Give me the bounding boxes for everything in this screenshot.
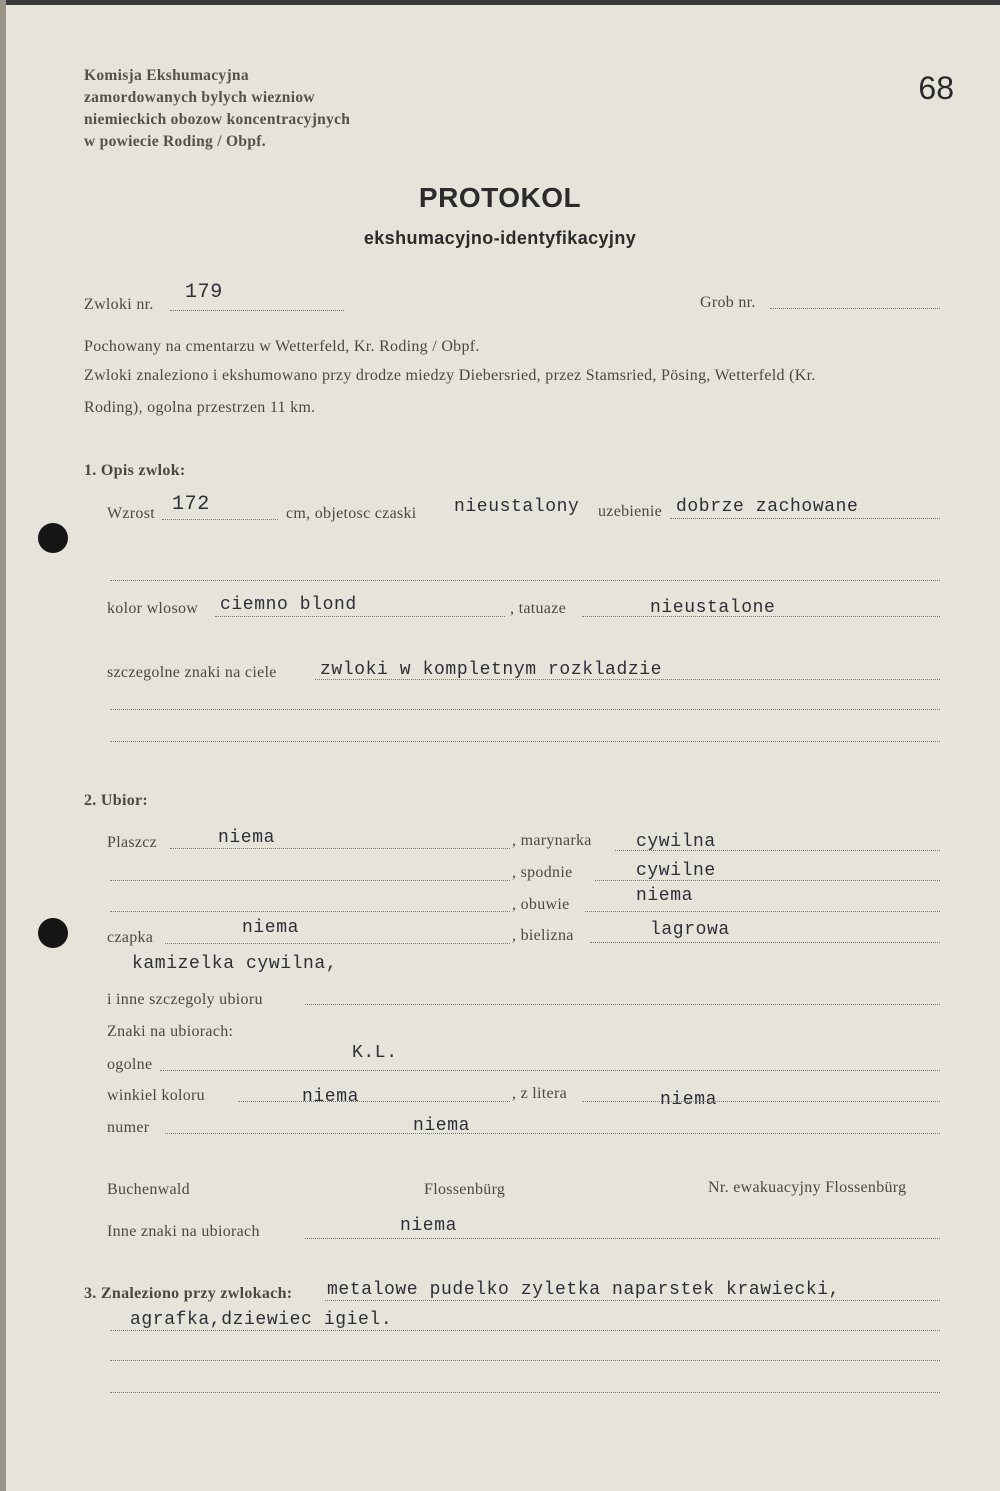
ewakuacyjny-label: Nr. ewakuacyjny Flossenbürg [708,1179,907,1196]
obuwie-dotted-line [585,911,940,912]
kolor-wlosow-label: kolor wlosow [107,600,199,617]
blank-dotted-line-7 [110,1392,940,1393]
numer-value: niema [413,1116,471,1136]
znaki-dotted-line [315,679,940,680]
tatuaze-value: nieustalone [650,598,776,618]
bielizna-dotted-line [590,942,940,943]
winkiel-value: niema [302,1087,360,1107]
znaki-na-ciele-label: szczegolne znaki na ciele [107,664,277,681]
inne-znaki-label: Inne znaki na ubiorach [107,1223,260,1240]
spodnie-dotted-line [595,880,940,881]
z-litera-label: , z litera [512,1085,567,1102]
section-1-title: 1. Opis zwlok: [84,462,186,479]
grob-dotted-line [770,308,940,309]
znaleziono-value-1: metalowe pudelko zyletka naparstek krawiecki, [327,1280,841,1300]
bielizna-value: lagrowa [650,920,730,940]
czapka-label: czapka [107,929,154,946]
wzrost-label: Wzrost [107,505,156,522]
zwloki-number: 179 [185,281,223,304]
czapka-dotted-line [165,943,510,944]
znaleziono-dotted-line-1 [325,1300,940,1301]
punch-hole-bottom [38,918,68,948]
plaszcz-label: Plaszcz [107,834,158,851]
inne-szczegoly-dotted-line [305,1004,940,1005]
z-litera-value: niema [660,1090,718,1110]
blank-dotted-line-5 [110,911,510,912]
blank-dotted-line-2 [110,709,940,710]
cm-czaszka-label: cm, objetosc czaski [286,505,417,522]
zwloki-label: Zwloki nr. [84,296,154,313]
spodnie-label: , spodnie [512,864,573,881]
obuwie-label: , obuwie [512,896,570,913]
czapka-value: niema [242,918,300,938]
kolor-wlosow-value: ciemno blond [220,595,357,615]
znaki-na-ciele-value: zwloki w kompletnym rozkladzie [320,660,663,680]
znaki-na-ubiorach-label: Znaki na ubiorach: [107,1023,234,1040]
numer-dotted-line [165,1133,940,1134]
marynarka-value: cywilna [636,832,716,852]
blank-dotted-line-1 [110,580,940,581]
pochowany-text: Pochowany na cmentarzu w Wetterfeld, Kr. Roding / Obpf. [84,338,480,355]
kamizelka-value: kamizelka cywilna, [132,954,338,974]
plaszcz-value: niema [218,828,276,848]
header-line-4: w powiecie Roding / Obpf. [84,133,266,150]
blank-dotted-line-3 [110,741,940,742]
blank-dotted-line-4 [110,880,510,881]
znaleziono-text-1: Zwloki znaleziono i ekshumowano przy drodze miedzy Diebersried, przez Stamsried, Pösing, Wetterfeld (Kr. [84,367,816,384]
bielizna-label: , bielizna [512,927,574,944]
marynarka-dotted-line [615,850,940,851]
wzrost-value: 172 [172,493,210,516]
section-3-title: 3. Znaleziono przy zwlokach: [84,1285,293,1302]
znaleziono-value-2: agrafka,dziewiec igiel. [130,1310,393,1330]
tatuaze-dotted-line [582,616,940,617]
header-line-3: niemieckich obozow koncentracyjnych [84,111,351,128]
blank-dotted-line-6 [110,1360,940,1361]
grob-label: Grob nr. [700,294,756,311]
obuwie-value: niema [636,886,694,906]
header-line-2: zamordowanych bylych wiezniow [84,89,315,106]
marynarka-label: , marynarka [512,832,592,849]
zwloki-dotted-line [170,310,344,311]
inne-znaki-value: niema [400,1216,458,1236]
punch-hole-top [38,523,68,553]
inne-znaki-dotted-line [305,1238,940,1239]
page-top-edge [0,0,1000,5]
uzebienie-label: uzebienie [598,503,662,520]
ogolne-label: ogolne [107,1056,153,1073]
flossenburg-label: Flossenbürg [424,1181,506,1198]
czaszka-value: nieustalony [454,497,580,517]
winkiel-label: winkiel koloru [107,1087,205,1104]
document-title: PROTOKOL [418,182,582,213]
buchenwald-label: Buchenwald [107,1181,190,1198]
kolor-dotted-line [215,616,505,617]
plaszcz-dotted-line [170,848,510,849]
header-line-1: Komisja Ekshumacyjna [84,67,249,84]
document-subtitle: ekshumacyjno-identyfikacyjny [363,228,637,248]
winkiel-dotted-line [238,1101,510,1102]
wzrost-dotted-line [162,519,278,520]
page-number: 68 [918,70,954,106]
numer-label: numer [107,1119,150,1136]
inne-szczegoly-label: i inne szczegoly ubioru [107,991,263,1008]
ogolne-value: K.L. [352,1043,398,1063]
z-litera-dotted-line [582,1101,940,1102]
uzebienie-value: dobrze zachowane [676,497,859,517]
ogolne-dotted-line [160,1070,940,1071]
znaleziono-dotted-line-2 [110,1330,940,1331]
spodnie-value: cywilne [636,861,716,881]
tatuaze-label: , tatuaze [510,600,566,617]
znaleziono-text-2: Roding), ogolna przestrzen 11 km. [84,399,316,416]
section-2-title: 2. Ubior: [84,792,149,809]
uzebienie-dotted-line [670,518,940,519]
page-left-edge [0,0,6,1491]
